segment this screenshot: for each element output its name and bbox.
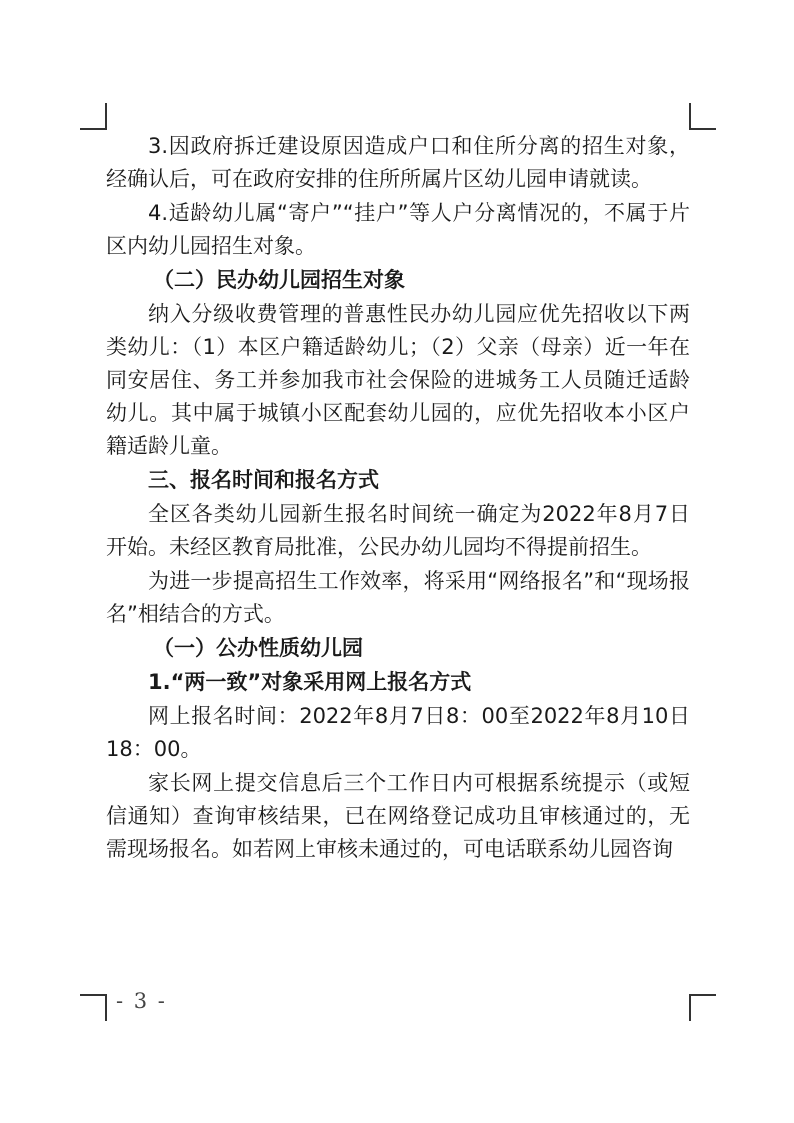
crop-mark-top-right-vertical xyxy=(689,103,691,130)
paragraph-private-enrollment: 纳入分级收费管理的普惠性民办幼儿园应优先招收以下两类幼儿：（1）本区户籍适龄幼儿；（2）父亲（母亲）近一年在同安居住、务工并参加我市社会保险的进城务工人员随迁适龄幼儿。其中属于城镇小区配套幼儿园的，应优先招收本小区户籍适龄儿童。 xyxy=(106,302,690,458)
paragraph-review-result: 家长网上提交信息后三个工作日内可根据系统提示（或短信通知）查询审核结果，已在网络登记成功且审核通过的，无需现场报名。如若网上审核未通过的，可电话联系幼儿园咨询 xyxy=(106,771,690,861)
section-heading-registration: 三、报名时间和报名方式 xyxy=(148,468,379,492)
crop-mark-bottom-left-horizontal xyxy=(80,994,107,996)
paragraph-registration-date: 全区各类幼儿园新生报名时间统一确定为2022年8月7日开始。未经区教育局批准，公民办幼儿园均不得提前招生。 xyxy=(106,502,690,559)
paragraph-registration-method: 为进一步提高招生工作效率，将采用“网络报名”和“现场报名”相结合的方式。 xyxy=(106,569,690,626)
document-body xyxy=(106,130,690,866)
crop-mark-bottom-right-vertical xyxy=(689,994,691,1021)
crop-mark-top-left-horizontal xyxy=(80,128,107,130)
page-number: - 3 - xyxy=(116,989,167,1013)
crop-mark-top-left-vertical xyxy=(105,103,107,130)
section-heading-public-kindergarten: （一）公办性质幼儿园 xyxy=(153,636,363,660)
section-heading-private-kindergarten: （二）民办幼儿园招生对象 xyxy=(153,268,405,292)
crop-mark-bottom-right-horizontal xyxy=(689,994,716,996)
subheading-online-registration: 1.“两一致”对象采用网上报名方式 xyxy=(148,670,472,694)
paragraph-online-time: 网上报名时间：2022年8月7日8：00至2022年8月10日18：00。 xyxy=(106,704,690,761)
crop-mark-bottom-left-vertical xyxy=(105,994,107,1021)
paragraph-household-separation: 4.适龄幼儿属“寄户”“挂户”等人户分离情况的，不属于片区内幼儿园招生对象。 xyxy=(106,201,690,258)
crop-mark-top-right-horizontal xyxy=(689,128,716,130)
paragraph-relocation: 3.因政府拆迁建设原因造成户口和住所分离的招生对象，经确认后，可在政府安排的住所所属片区幼儿园申请就读。 xyxy=(106,134,690,191)
